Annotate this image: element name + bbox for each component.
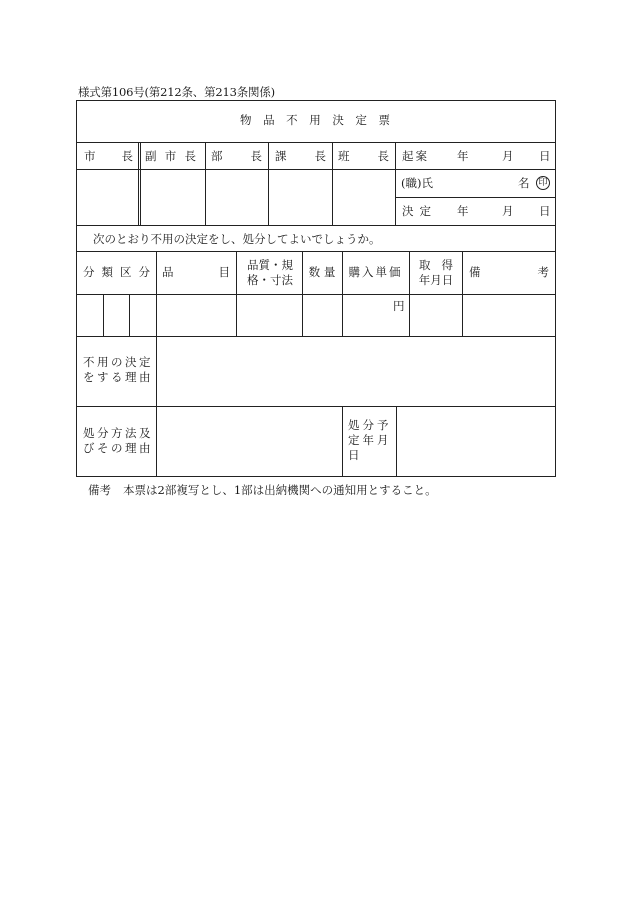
row-divider bbox=[76, 169, 556, 170]
col-divider bbox=[156, 251, 157, 336]
decision-month: 月 bbox=[502, 204, 514, 218]
reason-label: 不用の決定 をする理由 bbox=[83, 355, 153, 384]
seal-mark: 印 bbox=[536, 176, 550, 190]
approver-deputy-mayor-label: 副 市 長 bbox=[145, 149, 196, 163]
column-quality-line1: 品質・規 bbox=[247, 258, 293, 272]
approver-section-head-label: 課 長 bbox=[275, 149, 326, 163]
column-acquisition-date: 取 得 年月日 bbox=[418, 258, 454, 287]
yen-unit: 円 bbox=[393, 299, 405, 313]
col-divider bbox=[342, 406, 343, 477]
title-char: 品 bbox=[263, 113, 275, 127]
footnote-text: 本票は2部複写とし、1部は出納機関への通知用とすること。 bbox=[123, 483, 437, 497]
approver-mayor-label: 市 長 bbox=[84, 149, 133, 163]
column-quality bbox=[240, 257, 300, 289]
column-item: 品 目 bbox=[162, 265, 230, 279]
col-divider bbox=[103, 294, 104, 336]
title-char: 用 bbox=[309, 113, 321, 127]
row-divider bbox=[76, 225, 556, 226]
col-divider bbox=[396, 406, 397, 477]
col-divider bbox=[332, 142, 333, 225]
column-classification: 分 類 区 分 bbox=[83, 265, 150, 279]
decision-label: 決 定 bbox=[402, 204, 431, 218]
official-name-label: 名 bbox=[518, 176, 530, 190]
decision-day: 日 bbox=[539, 204, 551, 218]
footnote-label: 備考 bbox=[88, 483, 111, 497]
column-remarks: 備 考 bbox=[469, 265, 549, 279]
row-divider bbox=[395, 197, 556, 198]
form-number: 様式第106号(第212条、第213条関係) bbox=[78, 85, 275, 99]
col-divider bbox=[236, 251, 237, 336]
column-quality-line2: 格・寸法 bbox=[247, 273, 293, 287]
request-text: 次のとおり不用の決定をし、処分してよいでしょうか。 bbox=[93, 232, 381, 246]
col-divider bbox=[205, 142, 206, 225]
draft-year: 年 bbox=[457, 149, 469, 163]
footnote bbox=[88, 482, 437, 498]
approver-department-head-label: 部 長 bbox=[211, 149, 262, 163]
row-divider bbox=[76, 294, 556, 295]
title-char: 定 bbox=[355, 113, 367, 127]
col-divider bbox=[462, 251, 463, 336]
title-char: 決 bbox=[332, 113, 344, 127]
official-title-label: (職)氏 bbox=[401, 176, 433, 190]
draft-month: 月 bbox=[502, 149, 514, 163]
draft-label: 起 案 bbox=[402, 149, 427, 163]
col-divider bbox=[129, 294, 130, 336]
col-divider bbox=[138, 142, 141, 225]
approver-team-leader-label: 班 長 bbox=[338, 149, 389, 163]
row-divider bbox=[76, 406, 556, 407]
column-unit-price: 購入単価 bbox=[348, 265, 403, 279]
row-divider bbox=[76, 336, 556, 337]
form-title bbox=[240, 112, 390, 128]
row-divider bbox=[76, 142, 556, 143]
draft-day: 日 bbox=[539, 149, 551, 163]
col-divider bbox=[268, 142, 269, 225]
title-char: 票 bbox=[378, 113, 390, 127]
column-quantity: 数 量 bbox=[308, 265, 336, 279]
col-divider bbox=[156, 336, 157, 477]
col-divider bbox=[409, 251, 410, 336]
row-divider bbox=[76, 251, 556, 252]
disposal-method-label: 処分方法及 びその理由 bbox=[83, 426, 153, 455]
title-char: 物 bbox=[240, 113, 252, 127]
decision-year: 年 bbox=[457, 204, 469, 218]
scheduled-disposal-date-label: 処分予 定年月 日 bbox=[348, 418, 392, 462]
title-char: 不 bbox=[286, 113, 298, 127]
col-divider bbox=[395, 142, 396, 225]
